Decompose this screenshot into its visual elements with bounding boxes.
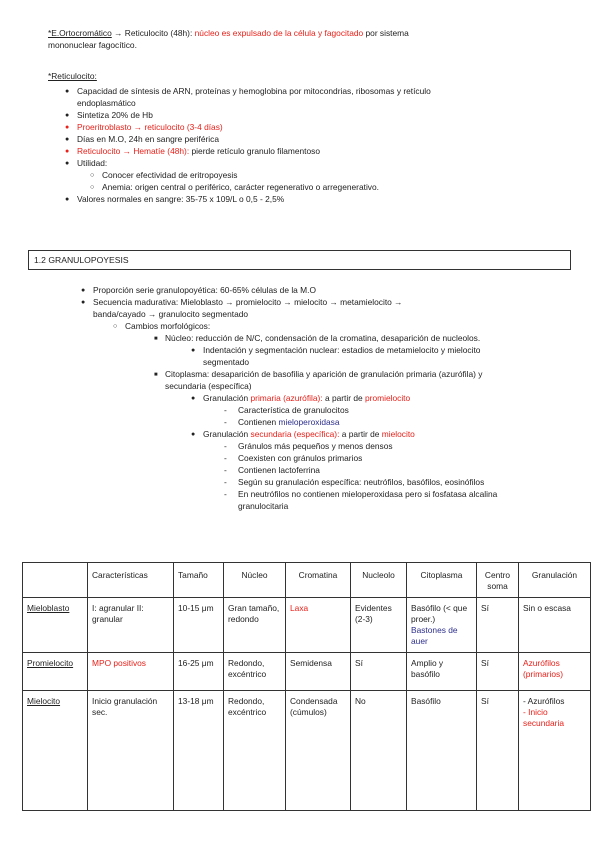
cell-stage-name: Mielocito: [23, 690, 88, 810]
cell-citoplasma: Basófilo (< que proer.) Bastones de auer: [407, 597, 477, 652]
bullet-icon: ●: [81, 299, 86, 306]
cell-nucleo: Redondo, excéntrico: [224, 652, 286, 690]
intro-paragraph: [48, 28, 548, 51]
bullet-icon: ●: [65, 136, 70, 143]
reticulocito-heading: *Reticulocito:: [48, 71, 97, 81]
table-header-cell: Núcleo: [224, 563, 286, 598]
dash-bullet-icon: -: [224, 465, 227, 475]
bullet-icon: ●: [65, 148, 70, 155]
bullet-icon: ●: [65, 160, 70, 167]
table-header-cell: Granulación: [519, 563, 591, 598]
section-title: 1.2 GRANULOPOYESIS: [34, 255, 129, 265]
reticulocito-list: ● Capacidad de síntesis de ARN, proteínas y hemoglobina por mitocondrias, ribosomas y retículo endoplasmático ● Sintetiza 20% de Hb ● Proeritroblasto → reticulocito (3-4 días) ● Días en M.O, 24h en sangre periférica ● Reticulocito → Hematíe (48h): pierde retículo granulo filamentoso ● Utilidad: ○ Conocer efectividad de eritropoyesis ○ Anemia: origen central o periférico, carácter regenerativo o arregenerativo. ● Valores normales en sangre: 35-75 x 109/L o 0,5 - 2,5%: [65, 86, 431, 204]
cell-citoplasma: Amplio y basófilo: [407, 652, 477, 690]
dash-bullet-icon: -: [224, 405, 227, 415]
bullet-icon: ●: [65, 196, 70, 203]
cell-nucleolo: Evidentes (2-3): [351, 597, 407, 652]
table-header-cell: [23, 563, 88, 598]
cell-citoplasma: Basófilo: [407, 690, 477, 810]
cell-nucleolo: Sí: [351, 652, 407, 690]
cell-nucleo: Redondo, excéntrico: [224, 690, 286, 810]
bullet-icon: ●: [65, 112, 70, 119]
cell-stage-name: Mieloblasto: [23, 597, 88, 652]
dash-bullet-icon: -: [224, 477, 227, 487]
table-header-cell: Tamaño: [174, 563, 224, 598]
circle-bullet-icon: ○: [113, 323, 118, 330]
square-bullet-icon: ■: [154, 372, 158, 378]
bullet-icon: ●: [81, 287, 86, 294]
dash-bullet-icon: -: [224, 417, 227, 427]
table-row: [23, 597, 591, 652]
intro-line-2: mononuclear fagocítico.: [48, 39, 137, 50]
cell-nucleolo: No: [351, 690, 407, 810]
cell-tamano: 13-18 μm: [174, 690, 224, 810]
table-header-cell: Características: [88, 563, 174, 598]
dash-bullet-icon: -: [224, 489, 227, 499]
bullet-icon: ●: [65, 124, 70, 131]
cell-caracteristicas: I: agranular II: granular: [88, 597, 174, 652]
dash-bullet-icon: -: [224, 441, 227, 451]
granulocyte-stages-table: [22, 562, 591, 811]
table-header-cell: Citoplasma: [407, 563, 477, 598]
bullet-icon: ●: [191, 431, 196, 438]
table-header-cell: Nucleolo: [351, 563, 407, 598]
cell-granulacion: - Azurófilos - Inicio secundaria: [519, 690, 591, 810]
table-header-row: [23, 563, 591, 598]
reticulocito-section: [48, 71, 548, 83]
cell-tamano: 10-15 μm: [174, 597, 224, 652]
cell-granulacion: Azurófilos (primarios): [519, 652, 591, 690]
section-header-granulopoyesis: [28, 250, 571, 270]
cell-caracteristicas: Inicio granulación sec.: [88, 690, 174, 810]
circle-bullet-icon: ○: [90, 184, 95, 191]
intro-line-1: *E.Ortocromático → Reticulocito (48h): núcleo es expulsado de la célula y fagocitado por sistema: [48, 28, 409, 38]
table-row: [23, 652, 591, 690]
cell-centrosoma: Sí: [477, 690, 519, 810]
cell-granulacion: Sin o escasa: [519, 597, 591, 652]
granulopoyesis-list: ● Proporción serie granulopoyética: 60-65% células de la M.O ● Secuencia madurativa: Mieloblasto → promielocito → mielocito → metamielocito → banda/cayado → granulocito segmentado ○ Cambios morfológicos: ■ Núcleo: reducción de N/C, condensación de la cromatina, desaparición de nucleolos. ● Indentación y segmentación nuclear: estadios de metamielocito y mielocito segmentado ■ Citoplasma: desaparición de basofilia y aparición de granulación primaria (azurófila) y secundaria (específica) ● Granulación primaria (azurófila): a partir de promielocito - Característica de granulocitos - Contienen mieloperoxidasa ● Granulación secundaria (específica): a partir de mielocito - Gránulos más pequeños y menos densos - Coexisten con gránulos primarios - Contienen lactoferrina - Según su granulación específica: neutrófilos, basófilos, eosinófilos - En neutrófilos no contienen mieloperoxidasa pero si fosfatasa alcalina granulocitaria: [81, 285, 498, 511]
bullet-icon: ●: [191, 347, 196, 354]
circle-bullet-icon: ○: [90, 172, 95, 179]
cell-stage-name: Promielocito: [23, 652, 88, 690]
table-header-cell: Centro soma: [477, 563, 519, 598]
dash-bullet-icon: -: [224, 453, 227, 463]
bullet-icon: ●: [65, 88, 70, 95]
cell-cromatina: Semidensa: [286, 652, 351, 690]
bullet-icon: ●: [191, 395, 196, 402]
cell-cromatina: Laxa: [286, 597, 351, 652]
table-row: [23, 690, 591, 810]
cell-tamano: 16-25 μm: [174, 652, 224, 690]
cell-caracteristicas: MPO positivos: [88, 652, 174, 690]
table-header-cell: Cromatina: [286, 563, 351, 598]
square-bullet-icon: ■: [154, 336, 158, 342]
cell-cromatina: Condensada (cúmulos): [286, 690, 351, 810]
cell-centrosoma: Sí: [477, 597, 519, 652]
cell-centrosoma: Sí: [477, 652, 519, 690]
cell-nucleo: Gran tamaño, redondo: [224, 597, 286, 652]
